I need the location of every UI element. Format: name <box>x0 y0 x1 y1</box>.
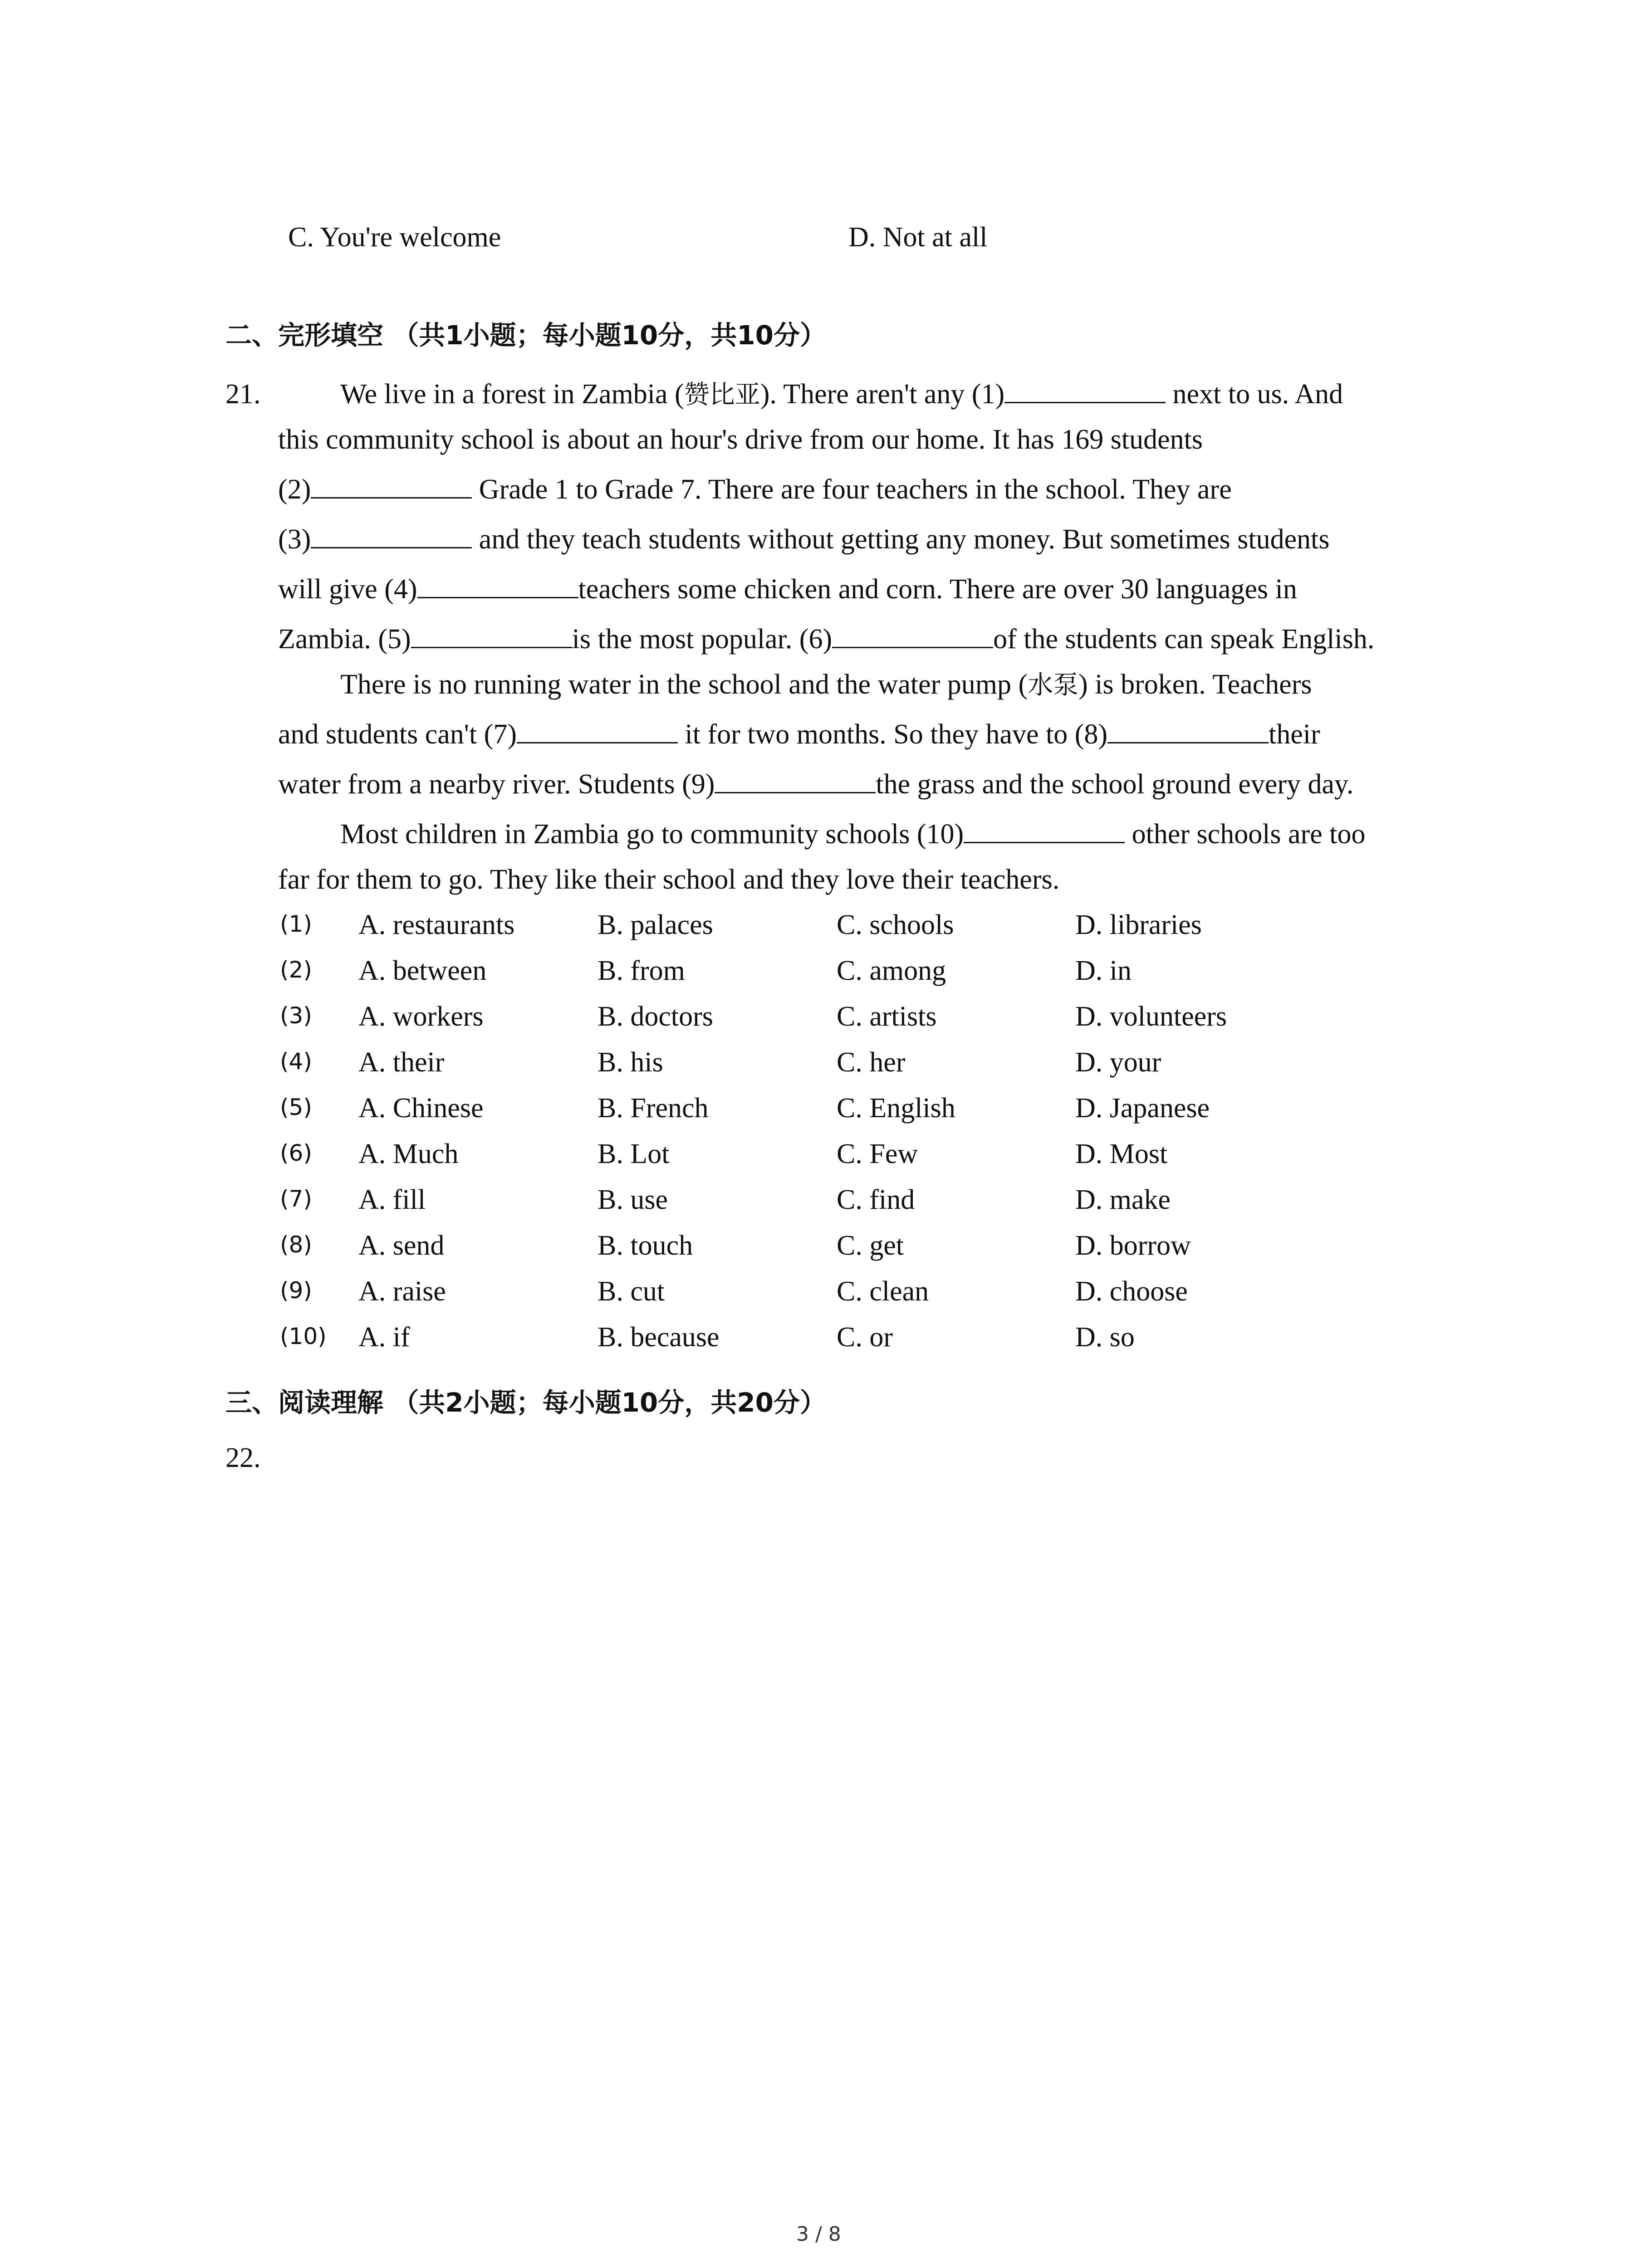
option-num: (5) <box>280 1094 312 1120</box>
option-b: B. because <box>598 1322 720 1353</box>
option-num: (8) <box>280 1232 312 1258</box>
question-22-number: 22. <box>225 1442 261 1473</box>
option-b: B. touch <box>598 1230 693 1261</box>
option-d: D. make <box>1075 1184 1171 1215</box>
option-c: C. or <box>837 1322 893 1353</box>
cjk-water-pump: 水泵 <box>1028 670 1079 700</box>
option-b: B. palaces <box>598 909 713 940</box>
option-num: (10) <box>280 1323 327 1349</box>
option-d: D. Japanese <box>1075 1093 1210 1124</box>
option-c: C. her <box>837 1047 906 1078</box>
option-a: A. their <box>358 1047 445 1078</box>
passage-line-10: Most children in Zambia go to community schools (10) other schools are too <box>340 819 1366 850</box>
option-a: A. raise <box>358 1276 446 1307</box>
passage-line-11: far for them to go. They like their school and they love their teachers. <box>278 864 1060 895</box>
option-c: C. get <box>837 1230 904 1261</box>
option-a: A. between <box>358 955 487 986</box>
option-num: (3) <box>280 1002 312 1029</box>
passage-line-2: this community school is about an hour's drive from our home. It has 169 students <box>278 424 1203 455</box>
option-b: B. Lot <box>598 1139 670 1169</box>
passage-line-1: We live in a forest in Zambia (赞比亚). There aren't any (1) next to us. And <box>340 379 1343 410</box>
option-d: D. in <box>1075 955 1132 986</box>
section3-heading: 三、阅读理解 （共2小题；每小题10分，共20分） <box>225 1387 826 1418</box>
option-b: B. doctors <box>598 1001 713 1032</box>
passage-line-9: water from a nearby river. Students (9) the grass and the school ground every day. <box>278 769 1354 800</box>
option-d: D. choose <box>1075 1276 1188 1307</box>
option-d: D. volunteers <box>1075 1001 1227 1032</box>
passage-line-5: will give (4) teachers some chicken and corn. There are over 30 languages in <box>278 574 1297 605</box>
blank-7 <box>517 742 678 743</box>
cjk-zambia: 赞比亚 <box>684 380 760 410</box>
option-a: A. restaurants <box>358 909 515 940</box>
passage-line-4: (3) and they teach students without getting any money. But sometimes students <box>278 524 1330 555</box>
option-a: A. send <box>358 1230 445 1261</box>
option-b: B. his <box>598 1047 663 1078</box>
option-c: C. English <box>837 1093 955 1124</box>
blank-4 <box>417 596 578 598</box>
blank-2 <box>311 497 472 499</box>
option-c: C. artists <box>837 1001 937 1032</box>
option-num: (4) <box>280 1048 312 1075</box>
option-c: C. schools <box>837 909 954 940</box>
blank-3 <box>311 547 472 548</box>
section2-heading: 二、完形填空 （共1小题；每小题10分，共10分） <box>225 320 826 351</box>
option-d: D. your <box>1075 1047 1161 1078</box>
option-b: B. cut <box>598 1276 665 1307</box>
option-num: (7) <box>280 1186 312 1212</box>
option-d: D. Most <box>1075 1139 1168 1169</box>
option-num: (2) <box>280 957 312 983</box>
blank-10 <box>964 841 1125 843</box>
option-num: (6) <box>280 1140 312 1166</box>
option-a: A. fill <box>358 1184 426 1215</box>
page-indicator: 3 / 8 <box>796 2223 841 2246</box>
option-c: C. Few <box>837 1139 918 1169</box>
option-b: B. from <box>598 955 685 986</box>
question-21-number: 21. <box>225 379 261 410</box>
blank-8 <box>1107 742 1269 743</box>
option-d: D. so <box>1075 1322 1135 1353</box>
option-a: A. Much <box>358 1139 459 1169</box>
option-a: A. workers <box>358 1001 484 1032</box>
option-b: B. use <box>598 1184 668 1215</box>
option-c: C. among <box>837 955 946 986</box>
option-a: A. if <box>358 1322 410 1353</box>
prev-option-c: C. You're welcome <box>288 222 501 253</box>
option-num: (1) <box>280 911 312 937</box>
option-c: C. find <box>837 1184 915 1215</box>
blank-1 <box>1004 401 1166 403</box>
option-num: (9) <box>280 1277 312 1304</box>
option-c: C. clean <box>837 1276 929 1307</box>
passage-line-8: and students can't (7) it for two months. So they have to (8) their <box>278 719 1320 750</box>
blank-9 <box>715 792 876 793</box>
option-a: A. Chinese <box>358 1093 484 1124</box>
passage-line-3: (2) Grade 1 to Grade 7. There are four teachers in the school. They are <box>278 474 1232 505</box>
option-d: D. borrow <box>1075 1230 1191 1261</box>
option-b: B. French <box>598 1093 709 1124</box>
passage-line-7: There is no running water in the school and the water pump (水泵) is broken. Teachers <box>340 669 1312 700</box>
blank-5 <box>411 646 572 648</box>
blank-6 <box>832 646 993 648</box>
option-d: D. libraries <box>1075 909 1202 940</box>
prev-option-d: D. Not at all <box>848 222 988 253</box>
passage-line-6: Zambia. (5) is the most popular. (6) of the students can speak English. <box>278 624 1375 655</box>
